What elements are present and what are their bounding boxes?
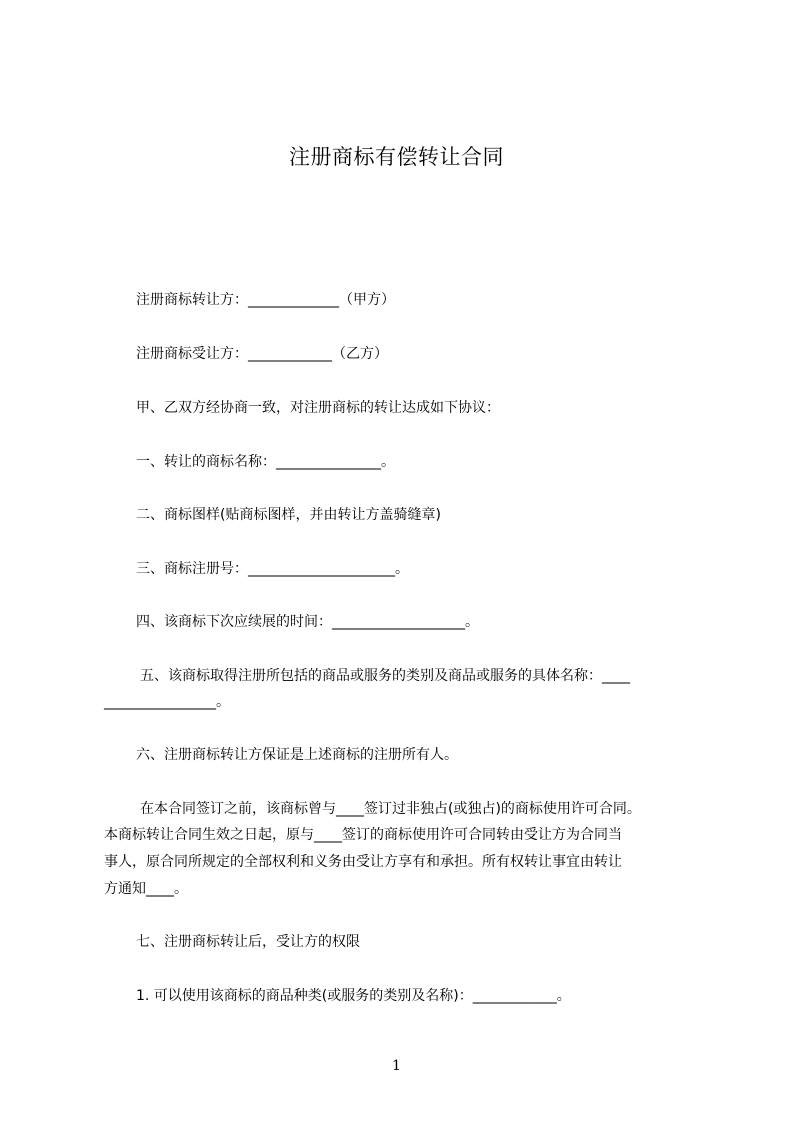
license-paragraph-line-3: 事人，原合同所规定的全部权利和义务由受让方享有和承担。所有权转让事宜由转让 — [104, 854, 622, 870]
clause-7-item-1: 1. 可以使用该商标的商品种类(或服务的类别及名称)：____________。 — [136, 988, 571, 1004]
clause-5: 五、该商标取得注册所包括的商品或服务的类别及商品或服务的具体名称：____ — [140, 668, 630, 684]
clause-4: 四、该商标下次应续展的时间：___________________。 — [136, 614, 479, 630]
agreement-intro: 甲、乙双方经协商一致，对注册商标的转让达成如下协议： — [136, 400, 500, 416]
clause-2: 二、商标图样(贴商标图样，并由转让方盖骑缝章) — [136, 507, 441, 523]
clause-1: 一、转让的商标名称：_______________。 — [136, 454, 395, 470]
clause-6: 六、注册商标转让方保证是上述商标的注册所有人。 — [136, 747, 458, 763]
transferor-line: 注册商标转让方：_____________（甲方） — [136, 292, 395, 308]
clause-7: 七、注册商标转让后，受让方的权限 — [136, 934, 360, 950]
license-paragraph-line-4: 方通知____。 — [104, 881, 188, 897]
license-paragraph-line-2: 本商标转让合同生效之日起，原与____签订的商标使用许可合同转由受让方为合同当 — [104, 827, 622, 843]
clause-3: 三、商标注册号：_____________________。 — [136, 561, 409, 577]
document-title: 注册商标有偿转让合同 — [289, 145, 504, 169]
clause-5-continuation: ________________。 — [104, 694, 230, 710]
page-number: 1 — [392, 1058, 401, 1074]
transferee-line: 注册商标受让方：____________（乙方） — [136, 346, 388, 362]
license-paragraph-line-1: 在本合同签订之前，该商标曾与____签订过非独占(或独占)的商标使用许可合同。 — [140, 801, 641, 817]
